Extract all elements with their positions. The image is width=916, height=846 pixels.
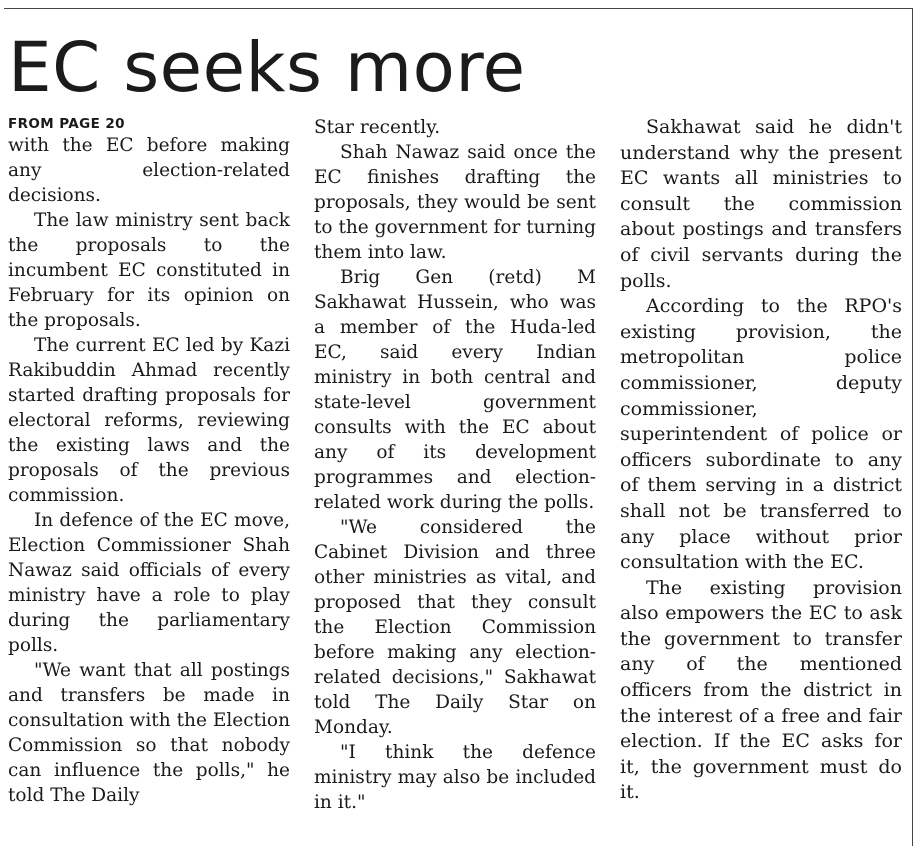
paragraph: The law ministry sent back the proposals to the incumbent EC constituted in February for its opinion on the proposals.: [8, 210, 290, 331]
paragraph: "I think the defence ministry may also be included in it.": [314, 742, 596, 813]
kicker-from-page: FROM PAGE 20: [8, 116, 125, 132]
article-column-2: [314, 115, 596, 815]
paragraph: The current EC led by Kazi Rakibuddin Ahmad recently started drafting proposals for electoral reforms, reviewing the existing laws and the proposals of the previous commission.: [8, 335, 290, 506]
paragraph: with the EC before making any election-related decisions.: [8, 135, 290, 206]
top-rule: [4, 8, 912, 9]
headline: EC seeks more: [8, 28, 526, 108]
paragraph: In defence of the EC move, Election Commissioner Shah Nawaz said officials of every ministry have a role to play during the parliamentary polls.: [8, 510, 290, 656]
paragraph: Star recently.: [314, 117, 441, 138]
paragraph: The existing provision also empowers the EC to ask the government to transfer any of the mentioned officers from the district in the interest of a free and fair election. If the EC asks for it, the government must do it.: [620, 576, 902, 804]
paragraph: Shah Nawaz said once the EC finishes drafting the proposals, they would be sent to the government for turning them into law.: [314, 142, 596, 263]
paragraph: Sakhawat said he didn't understand why the present EC wants all ministries to consult the commission about postings and transfers of civil servants during the polls.: [620, 116, 902, 292]
paragraph: Brig Gen (retd) M Sakhawat Hussein, who was a member of the Huda-led EC, said every Indian ministry in both central and state-level government consults with the EC about any of its development programmes and election-related work during the polls.: [314, 267, 596, 513]
paragraph: "We want that all postings and transfers be made in consultation with the Election Commission so that nobody can influence the polls," he told The Daily: [8, 660, 290, 806]
article-column-3: [620, 115, 902, 806]
paragraph: According to the RPO's existing provision, the metropolitan police commissioner, deputy commissioner, superintendent of police or officers subordinate to any of them serving in a district shall not be transferred to any place without prior consultation with the EC.: [620, 295, 902, 574]
paragraph: "We considered the Cabinet Division and three other ministries as vital, and proposed that they consult the Election Commission before making any election-related decisions," Sakhawat told The Daily Star on Monday.: [314, 517, 596, 738]
article-column-1: [8, 115, 290, 808]
right-rule: [912, 8, 913, 846]
